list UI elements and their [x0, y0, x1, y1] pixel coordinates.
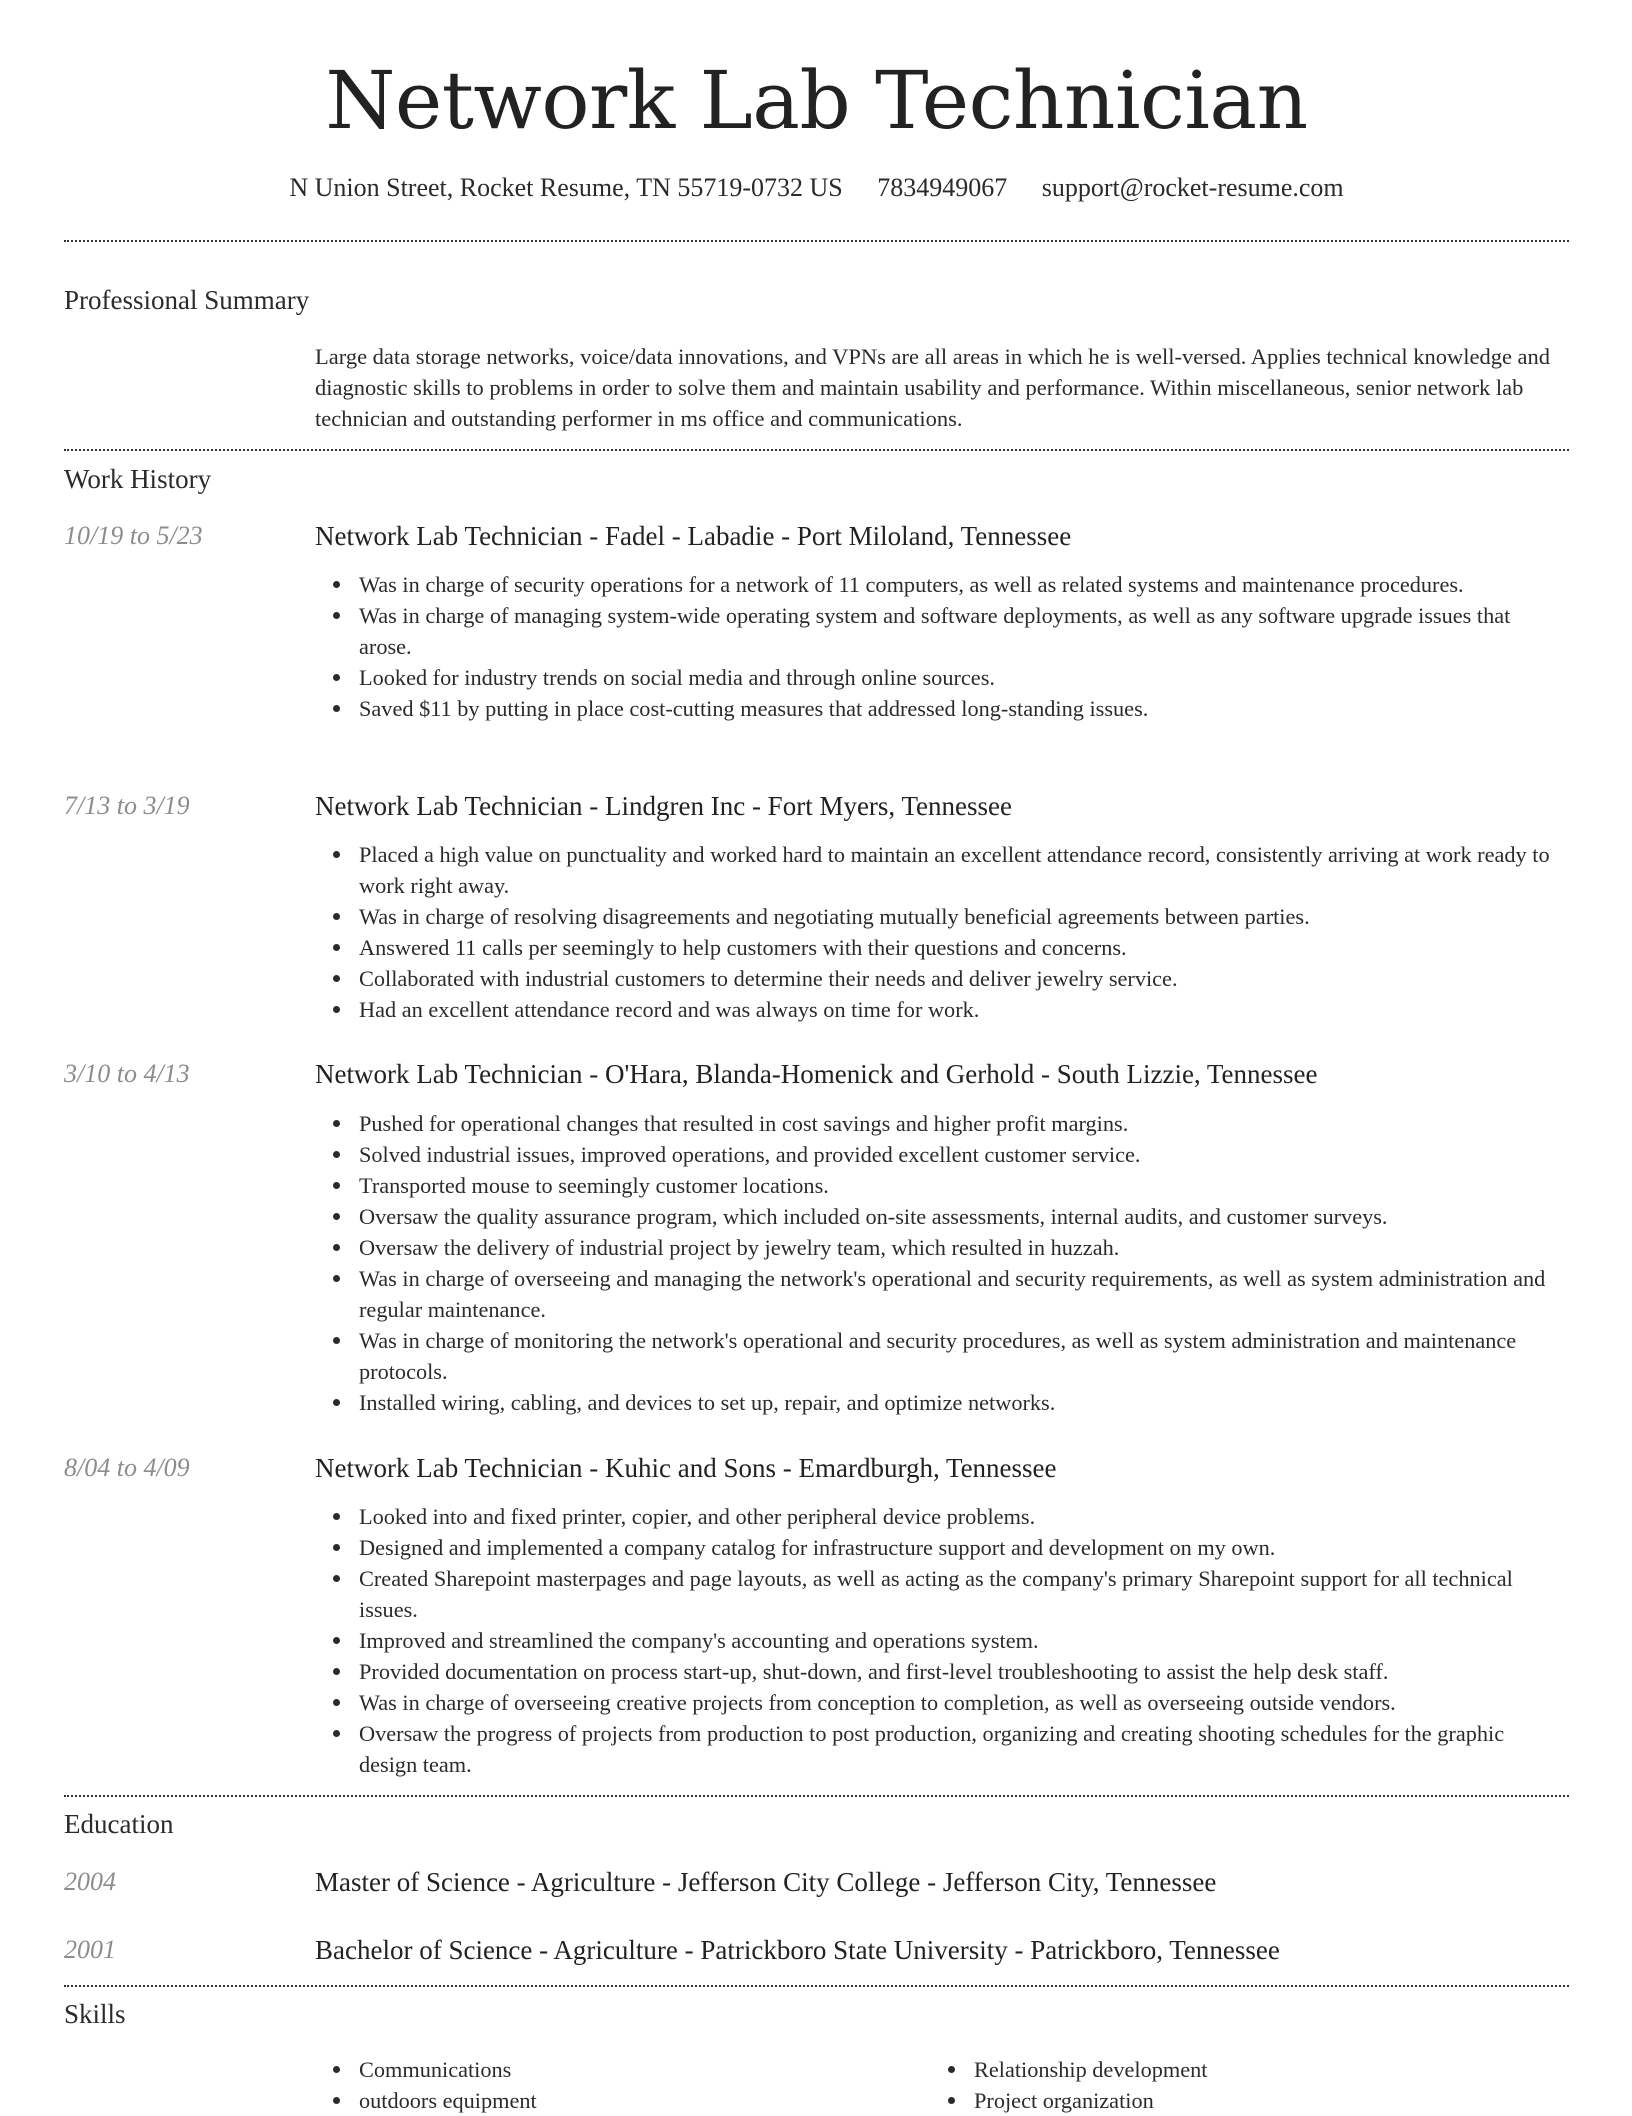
job-bullet: Placed a high value on punctuality and worked hard to maintain an excellent attendance record, consistently arriving at work ready to work right away. — [359, 839, 1560, 901]
job-bullet-list — [315, 839, 1560, 1025]
job-dates: 10/19 to 5/23 — [64, 521, 203, 550]
divider — [64, 240, 1569, 242]
job-bullet: Answered 11 calls per seemingly to help customers with their questions and concerns. — [359, 932, 1560, 963]
skill-item: Relationship development — [974, 2054, 1530, 2085]
education-year: 2001 — [64, 1935, 116, 1964]
skills-list-right — [930, 2054, 1530, 2116]
divider — [64, 1985, 1569, 1987]
education-degree: Bachelor of Science - Agriculture - Patrickboro State University - Patrickboro, Tennessee — [315, 1935, 1280, 1965]
job-bullet: Pushed for operational changes that resulted in cost savings and higher profit margins. — [359, 1108, 1560, 1139]
job-bullet-list — [315, 1108, 1560, 1418]
section-title-summary: Professional Summary — [64, 285, 310, 315]
education-year: 2004 — [64, 1867, 116, 1896]
job-bullet: Oversaw the quality assurance program, which included on-site assessments, internal audits, and customer surveys. — [359, 1201, 1560, 1232]
job-bullet: Was in charge of overseeing creative projects from conception to completion, as well as overseeing outside vendors. — [359, 1687, 1560, 1718]
job-bullet: Installed wiring, cabling, and devices to set up, repair, and optimize networks. — [359, 1387, 1560, 1418]
job-title: Network Lab Technician - O'Hara, Blanda-Homenick and Gerhold - South Lizzie, Tennessee — [315, 1059, 1318, 1089]
resume-name: Network Lab Technician — [325, 54, 1308, 147]
job-bullet: Created Sharepoint masterpages and page layouts, as well as acting as the company's primary Sharepoint support for all technical issues. — [359, 1563, 1560, 1625]
job-bullet-list — [315, 1501, 1560, 1780]
job-bullet: Was in charge of monitoring the network's operational and security procedures, as well as system administration and maintenance protocols. — [359, 1325, 1560, 1387]
job-bullet: Saved $11 by putting in place cost-cutting measures that addressed long-standing issues. — [359, 693, 1560, 724]
contact-phone: 7834949067 — [877, 173, 1008, 202]
contact-line — [64, 170, 1569, 206]
education-degree: Master of Science - Agriculture - Jefferson City College - Jefferson City, Tennessee — [315, 1867, 1217, 1897]
job-bullet: Had an excellent attendance record and was always on time for work. — [359, 994, 1560, 1025]
job-bullet: Solved industrial issues, improved operations, and provided excellent customer service. — [359, 1139, 1560, 1170]
job-bullet: Improved and streamlined the company's accounting and operations system. — [359, 1625, 1560, 1656]
job-title: Network Lab Technician - Fadel - Labadie - Port Miloland, Tennessee — [315, 521, 1072, 551]
job-bullet: Was in charge of security operations for a network of 11 computers, as well as related systems and maintenance procedures. — [359, 569, 1560, 600]
section-title-education: Education — [64, 1809, 174, 1839]
job-bullet: Collaborated with industrial customers to determine their needs and deliver jewelry service. — [359, 963, 1560, 994]
job-bullet-list — [315, 569, 1560, 724]
job-bullet: Transported mouse to seemingly customer locations. — [359, 1170, 1560, 1201]
job-dates: 3/10 to 4/13 — [64, 1059, 190, 1088]
skill-item: Project organization — [974, 2085, 1530, 2116]
summary-text: Large data storage networks, voice/data innovations, and VPNs are all areas in which he is well-versed. Applies technical knowledge and diagnostic skills to problems in order to solve them and maintain usability and performance. Within miscellaneous, senior network lab technician and outstanding performer in ms office and communications. — [315, 344, 1551, 431]
job-bullet: Looked for industry trends on social media and through online sources. — [359, 662, 1560, 693]
job-dates: 7/13 to 3/19 — [64, 791, 190, 820]
job-bullet: Designed and implemented a company catalog for infrastructure support and development on my own. — [359, 1532, 1560, 1563]
skill-item: outdoors equipment — [359, 2085, 915, 2116]
job-bullet: Was in charge of managing system-wide operating system and software deployments, as well as any software upgrade issues that arose. — [359, 600, 1560, 662]
section-title-work-history: Work History — [64, 464, 212, 494]
job-title: Network Lab Technician - Kuhic and Sons - Emardburgh, Tennessee — [315, 1453, 1057, 1483]
job-title: Network Lab Technician - Lindgren Inc - Fort Myers, Tennessee — [315, 791, 1013, 821]
divider — [64, 1795, 1569, 1797]
contact-address: N Union Street, Rocket Resume, TN 55719-0732 US — [289, 173, 843, 202]
job-bullet: Was in charge of overseeing and managing the network's operational and security requirements, as well as system administration and regular maintenance. — [359, 1263, 1560, 1325]
job-dates: 8/04 to 4/09 — [64, 1453, 190, 1482]
contact-email: support@rocket-resume.com — [1041, 173, 1344, 202]
skills-list-left — [315, 2054, 915, 2116]
job-bullet: Was in charge of resolving disagreements and negotiating mutually beneficial agreements between parties. — [359, 901, 1560, 932]
job-bullet: Oversaw the delivery of industrial project by jewelry team, which resulted in huzzah. — [359, 1232, 1560, 1263]
section-title-skills: Skills — [64, 1999, 126, 2029]
skill-item: Communications — [359, 2054, 915, 2085]
job-bullet: Looked into and fixed printer, copier, and other peripheral device problems. — [359, 1501, 1560, 1532]
job-bullet: Provided documentation on process start-up, shut-down, and first-level troubleshooting to assist the help desk staff. — [359, 1656, 1560, 1687]
divider — [64, 449, 1569, 451]
job-bullet: Oversaw the progress of projects from production to post production, organizing and creating shooting schedules for the graphic design team. — [359, 1718, 1560, 1780]
